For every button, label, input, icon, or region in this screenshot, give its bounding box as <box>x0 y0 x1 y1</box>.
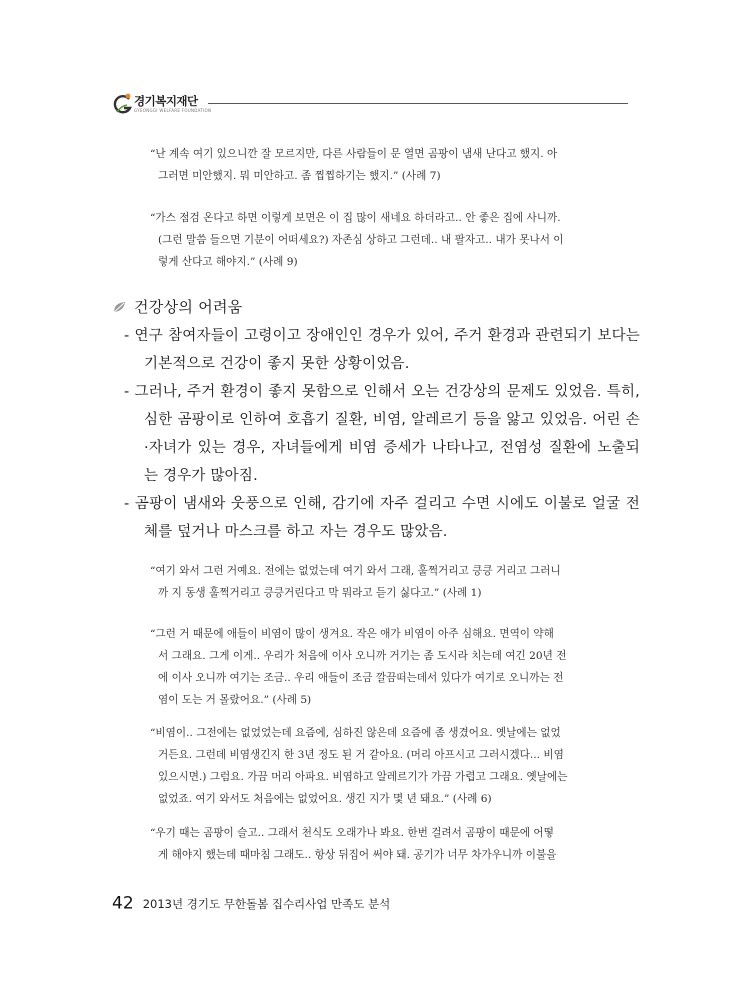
header-divider <box>208 103 628 104</box>
quote-line: (그런 말씀 들으면 기분이 어떠세요?) 자존심 상하고 그런데.. 내 팔자고.. 내가 못나서 이 <box>158 234 564 246</box>
page-number: 42 <box>112 893 134 914</box>
quote-line: 서 그래요. 그게 이게.. 우리가 처음에 이사 오니까 거기는 좀 도시라 치는데 여긴 20년 전 <box>158 650 567 662</box>
bullet-item: - 연구 참여자들이 고령이고 장애인인 경우가 있어, 주거 환경과 관련되기 보다는 기본적으로 건강이 좋지 못한 상황이었음. <box>124 328 640 372</box>
quote-line: 까 지 동생 훌쩍거리고 킁킁거린다고 막 뭐라고 듣기 싫다고.” (사례 1) <box>158 587 482 599</box>
bullet-item: - 그러나, 주거 환경이 좋지 못함으로 인해서 오는 건강상의 문제도 있었음. 특히, 심한 곰팡이로 인하여 호흡기 질환, 비염, 알레르기 등을 앓고 있었음. 어린 손·자녀가 있는 경우, 자녀들에게 비염 증세가 나타나고, 전염성 질환에 노출되는 경우가 많아짐. <box>124 384 640 484</box>
interview-quote-continued <box>150 822 620 866</box>
bullet-item: - 곰팡이 냄새와 웃풍으로 인해, 감기에 자주 걸리고 수면 시에도 이불로 얼굴 전체를 덮거나 마스크를 하고 자는 경우도 많았음. <box>124 496 640 540</box>
quote-line: 있으시면.) 그럼요. 가끔 머리 아파요. 비염하고 알레르기가 가끔 가렵고 그래요. 옛날에는 <box>158 771 568 783</box>
quote-line: “그런 거 때문에 애들이 비염이 많이 생겨요. 작은 애가 비염이 아주 심해요. 면역이 약해 <box>150 628 554 640</box>
quote-line: 게 해야지 했는데 때마침 그래도.. 항상 뒤집어 써야 돼. 공기가 너무 차가우니까 이불을 <box>158 849 557 861</box>
quote-line: “여기 와서 그런 거예요. 전에는 없었는데 여기 와서 그래, 훌쩍거리고 킁킁 거리고 그러니 <box>150 565 561 577</box>
page-footer <box>112 893 390 914</box>
foundation-logo-icon <box>112 92 134 116</box>
interview-quote-case-9 <box>150 207 620 273</box>
interview-quote-case-6 <box>150 722 620 810</box>
leaf-bullet-icon <box>112 300 128 314</box>
quote-line: “가스 점검 온다고 하면 이렇게 보면은 이 집 많이 새네요 하더라고.. 안 좋은 집에 사니까. <box>150 212 561 224</box>
organization-subtitle: GYEONGGI WELFARE FOUNDATION <box>134 108 212 113</box>
section-body <box>120 322 640 546</box>
interview-quote-case-1 <box>150 560 620 604</box>
report-title: 2013년 경기도 무한돌봄 집수리사업 만족도 분석 <box>142 896 391 911</box>
quote-line: 염이 도는 거 몰랐어요.” (사례 5) <box>158 694 312 706</box>
quote-line: 그러면 미안했지. 뭐 미안하고. 좀 찝찝하기는 했지.” (사례 7) <box>158 170 441 182</box>
quote-line: 렇게 산다고 해야지.” (사례 9) <box>158 256 298 268</box>
interview-quote-case-5 <box>150 623 620 711</box>
quote-line: 거든요. 그런데 비염생긴지 한 3년 정도 된 거 같아요. (머리 아프시고 그러시겠다... 비염 <box>158 749 564 761</box>
organization-name: 경기복지재단 <box>134 94 198 108</box>
page-header <box>112 92 628 122</box>
section-title: 건강상의 어려움 <box>134 298 243 316</box>
quote-line: “우기 때는 곰팡이 슬고.. 그래서 천식도 오래가나 봐요. 한번 걸려서 곰팡이 때문에 어떻 <box>150 827 554 839</box>
quote-line: “비염이.. 그전에는 없었었는데 요즘에, 심하진 않은데 요즘에 좀 생겼어요. 옛날에는 없었 <box>150 727 561 739</box>
quote-line: 없었죠. 여기 와서도 처음에는 없었어요. 생긴 지가 몇 년 돼요.” (사례 6) <box>158 793 492 805</box>
quote-line: 에 이사 오니까 여기는 조금.. 우리 애들이 조금 깔끔떠는데서 있다가 여기로 오니까는 전 <box>158 672 564 684</box>
quote-line: “난 계속 여기 있으니깐 잘 모르지만, 다른 사람들이 문 열면 곰팡이 냄새 난다고 했지. 아 <box>150 148 558 160</box>
interview-quote-case-7 <box>150 143 620 187</box>
